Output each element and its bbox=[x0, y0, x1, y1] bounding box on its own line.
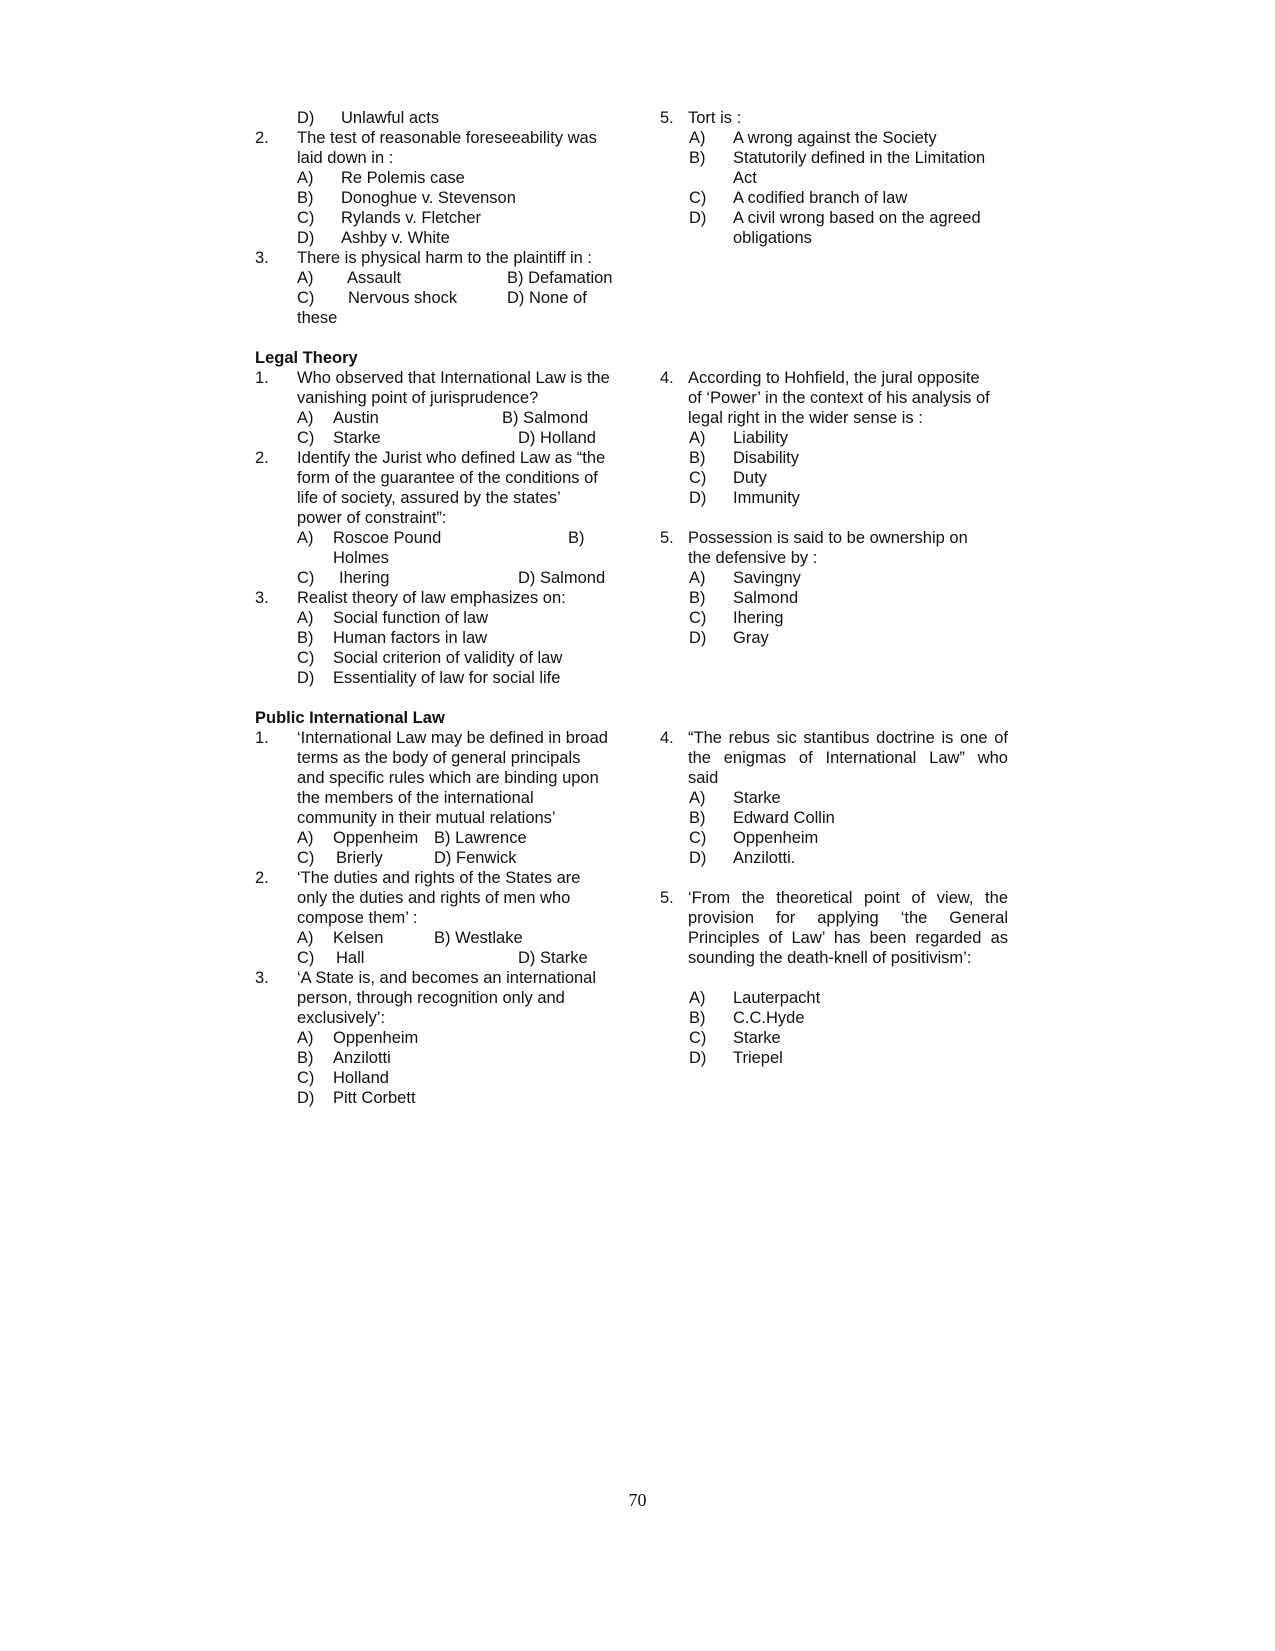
question-number: 1. bbox=[255, 729, 269, 747]
option-label: B) bbox=[568, 529, 585, 547]
option-label: A) bbox=[297, 609, 314, 627]
question-number: 1. bbox=[255, 369, 269, 387]
question-text-line: power of constraint”: bbox=[297, 509, 447, 527]
option-text: Gray bbox=[733, 629, 769, 647]
option-text: Triepel bbox=[733, 1049, 783, 1067]
question-legal-theory-5-options bbox=[689, 568, 989, 648]
question-number: 3. bbox=[255, 589, 269, 607]
option-label: C) bbox=[297, 209, 315, 227]
option-text: Ashby v. White bbox=[341, 229, 450, 247]
question-pil-4-options bbox=[689, 788, 989, 868]
question-text-line: community in their mutual relations’ bbox=[297, 809, 556, 827]
option-label: D) bbox=[297, 229, 315, 247]
option-text: Kelsen bbox=[333, 929, 384, 947]
question-legal-theory-1 bbox=[255, 368, 635, 408]
question-pil-5-options bbox=[689, 988, 989, 1068]
question-text-line: the enigmas of International Law” who bbox=[688, 749, 1008, 767]
option-text: Oppenheim bbox=[733, 829, 819, 847]
question-text-line: ‘A State is, and becomes an international bbox=[297, 969, 597, 987]
option-text: Social function of law bbox=[333, 609, 489, 627]
option-label: A) bbox=[689, 789, 706, 807]
option-text: Duty bbox=[733, 469, 767, 487]
option-label: C) bbox=[689, 829, 707, 847]
question-pil-2-options bbox=[297, 928, 637, 968]
option-text: D) Holland bbox=[518, 429, 596, 447]
option-label: C) bbox=[297, 649, 315, 667]
option-label: D) bbox=[689, 849, 707, 867]
question-number: 4. bbox=[660, 369, 674, 387]
option-text: Hall bbox=[336, 949, 365, 967]
question-text-line: laid down in : bbox=[297, 149, 394, 167]
question-legal-theory-4 bbox=[660, 368, 1020, 428]
question-pil-3-options bbox=[297, 1028, 617, 1108]
option-text: Starke bbox=[333, 429, 381, 447]
option-label: A) bbox=[297, 1029, 314, 1047]
option-label: C) bbox=[297, 429, 315, 447]
option-label: C) bbox=[297, 1069, 315, 1087]
question-text-line: “The rebus sic stantibus doctrine is one of bbox=[688, 729, 1008, 747]
question-text-line: the defensive by : bbox=[688, 549, 818, 567]
question-torts-2-options bbox=[297, 168, 597, 248]
option-text: Unlawful acts bbox=[341, 109, 440, 127]
option-text: A wrong against the Society bbox=[733, 129, 937, 147]
option-text: D) None of bbox=[507, 289, 587, 307]
option-label: A) bbox=[297, 529, 314, 547]
option-text: Brierly bbox=[336, 849, 383, 867]
option-label: A) bbox=[297, 269, 314, 287]
section-heading-public-international-law: Public International Law bbox=[255, 709, 445, 727]
question-text-line: terms as the body of general principals bbox=[297, 749, 581, 767]
option-label: A) bbox=[297, 829, 314, 847]
option-label: A) bbox=[297, 409, 314, 427]
question-legal-theory-2-options bbox=[297, 528, 637, 588]
question-text-line: Principles of Law’ has been regarded as bbox=[688, 929, 1008, 947]
question-number: 2. bbox=[255, 869, 269, 887]
option-label: C) bbox=[689, 1029, 707, 1047]
option-text: Pitt Corbett bbox=[333, 1089, 416, 1107]
option-label: C) bbox=[689, 469, 707, 487]
option-label: B) bbox=[689, 1009, 706, 1027]
question-torts-3 bbox=[255, 248, 635, 268]
option-label: D) bbox=[297, 669, 315, 687]
option-text: B) Salmond bbox=[502, 409, 589, 427]
option-text: Essentiality of law for social life bbox=[333, 669, 561, 687]
option-text: Starke bbox=[733, 789, 781, 807]
question-legal-theory-5 bbox=[660, 528, 1020, 568]
option-text: Holmes bbox=[333, 549, 389, 567]
question-torts-5 bbox=[660, 108, 1020, 128]
option-label: D) bbox=[689, 209, 707, 227]
option-text: Liability bbox=[733, 429, 789, 447]
option-text: Human factors in law bbox=[333, 629, 488, 647]
option-label: C) bbox=[297, 949, 315, 967]
question-text-line: legal right in the wider sense is : bbox=[688, 409, 923, 427]
question-legal-theory-1-options bbox=[297, 408, 637, 448]
question-number: 5. bbox=[660, 529, 674, 547]
option-label: D) bbox=[689, 629, 707, 647]
option-text: Lauterpacht bbox=[733, 989, 821, 1007]
question-text-line: compose them’ : bbox=[297, 909, 418, 927]
option-label: B) bbox=[689, 149, 706, 167]
question-text-line: the members of the international bbox=[297, 789, 534, 807]
question-pil-2 bbox=[255, 868, 635, 928]
question-legal-theory-4-options bbox=[689, 428, 989, 508]
option-label: B) bbox=[689, 809, 706, 827]
question-number: 3. bbox=[255, 249, 269, 267]
option-text: obligations bbox=[733, 229, 812, 247]
option-label: C) bbox=[689, 189, 707, 207]
question-text-line: exclusively’: bbox=[297, 1009, 386, 1027]
question-number: 2. bbox=[255, 129, 269, 147]
question-text-line: Realist theory of law emphasizes on: bbox=[297, 589, 566, 607]
question-text-line: person, through recognition only and bbox=[297, 989, 565, 1007]
page-number: 70 bbox=[628, 1490, 647, 1510]
option-text: Edward Collin bbox=[733, 809, 835, 827]
option-label: C) bbox=[297, 289, 315, 307]
option-label: C) bbox=[297, 569, 315, 587]
question-text-line: life of society, assured by the states’ bbox=[297, 489, 561, 507]
question-number: 4. bbox=[660, 729, 674, 747]
option-text: A codified branch of law bbox=[733, 189, 908, 207]
question-text-line: vanishing point of jurisprudence? bbox=[297, 389, 539, 407]
question-text-line: ‘The duties and rights of the States are bbox=[297, 869, 581, 887]
question-number: 5. bbox=[660, 889, 674, 907]
option-label: B) bbox=[297, 189, 314, 207]
option-text: Immunity bbox=[733, 489, 800, 507]
option-text: Social criterion of validity of law bbox=[333, 649, 563, 667]
option-text: these bbox=[297, 309, 338, 327]
question-pil-1 bbox=[255, 728, 635, 828]
question-torts-2 bbox=[255, 128, 635, 168]
option-text: D) Starke bbox=[518, 949, 588, 967]
question-text-line: Tort is : bbox=[688, 109, 742, 127]
question-number: 3. bbox=[255, 969, 269, 987]
option-label: C) bbox=[689, 609, 707, 627]
option-text: Act bbox=[733, 169, 757, 187]
option-text: D) Fenwick bbox=[434, 849, 517, 867]
option-text: B) Defamation bbox=[507, 269, 613, 287]
option-text: A civil wrong based on the agreed bbox=[733, 209, 981, 227]
question-text-line: only the duties and rights of men who bbox=[297, 889, 571, 907]
option-text: D) Salmond bbox=[518, 569, 606, 587]
option-text: Oppenheim bbox=[333, 829, 419, 847]
option-label: A) bbox=[689, 989, 706, 1007]
question-text-line: said bbox=[688, 769, 719, 787]
option-label: D) bbox=[297, 109, 315, 127]
question-pil-4 bbox=[660, 728, 1020, 788]
option-label: D) bbox=[689, 1049, 707, 1067]
question-text-line: of ‘Power’ in the context of his analysis of bbox=[688, 389, 990, 407]
option-text: Anzilotti. bbox=[733, 849, 796, 867]
option-text: Starke bbox=[733, 1029, 781, 1047]
question-text-line: form of the guarantee of the conditions of bbox=[297, 469, 598, 487]
question-legal-theory-3-options bbox=[297, 608, 617, 688]
option-text: Ihering bbox=[733, 609, 784, 627]
option-text: Statutorily defined in the Limitation bbox=[733, 149, 986, 167]
option-text: Salmond bbox=[733, 589, 799, 607]
option-text: Re Polemis case bbox=[341, 169, 465, 187]
question-legal-theory-2 bbox=[255, 448, 635, 528]
option-text: Ihering bbox=[339, 569, 390, 587]
question-text-line: Identify the Jurist who defined Law as “the bbox=[297, 449, 606, 467]
question-torts-3-options bbox=[297, 268, 637, 328]
question-text-line: Possession is said to be ownership on bbox=[688, 529, 968, 547]
question-text-line: ‘From the theoretical point of view, the bbox=[688, 889, 1008, 907]
option-text: Anzilotti bbox=[333, 1049, 391, 1067]
option-text: Roscoe Pound bbox=[333, 529, 442, 547]
question-pil-5 bbox=[660, 888, 1020, 968]
option-text: B) Lawrence bbox=[434, 829, 527, 847]
option-label: B) bbox=[297, 629, 314, 647]
option-text: Donoghue v. Stevenson bbox=[341, 189, 516, 207]
option-label: B) bbox=[689, 449, 706, 467]
question-pil-3 bbox=[255, 968, 635, 1028]
section-heading-legal-theory: Legal Theory bbox=[255, 349, 358, 367]
option-text: C.C.Hyde bbox=[733, 1009, 805, 1027]
option-label: C) bbox=[297, 849, 315, 867]
question-text-line: ‘International Law may be defined in broad bbox=[297, 729, 608, 747]
option-label: A) bbox=[689, 569, 706, 587]
option-label: A) bbox=[689, 129, 706, 147]
question-text-line: sounding the death-knell of positivism’: bbox=[688, 949, 972, 967]
question-legal-theory-3 bbox=[255, 588, 635, 608]
option-text: Holland bbox=[333, 1069, 389, 1087]
question-text-line: According to Hohfield, the jural opposite bbox=[688, 369, 980, 387]
prev-question-tail-option bbox=[297, 108, 597, 128]
option-label: D) bbox=[297, 1089, 315, 1107]
option-label: D) bbox=[689, 489, 707, 507]
question-text-line: The test of reasonable foreseeability was bbox=[297, 129, 597, 147]
question-number: 5. bbox=[660, 109, 674, 127]
option-label: A) bbox=[297, 929, 314, 947]
question-text-line: and specific rules which are binding upon bbox=[297, 769, 599, 787]
option-text: Oppenheim bbox=[333, 1029, 419, 1047]
option-text: B) Westlake bbox=[434, 929, 523, 947]
option-text: Nervous shock bbox=[348, 289, 458, 307]
option-label: B) bbox=[297, 1049, 314, 1067]
question-pil-1-options bbox=[297, 828, 637, 868]
option-text: Savingny bbox=[733, 569, 801, 587]
option-text: Assault bbox=[347, 269, 402, 287]
option-text: Rylands v. Fletcher bbox=[341, 209, 481, 227]
option-text: Austin bbox=[333, 409, 379, 427]
question-number: 2. bbox=[255, 449, 269, 467]
option-text: Disability bbox=[733, 449, 800, 467]
option-label: B) bbox=[689, 589, 706, 607]
question-text-line: Who observed that International Law is the bbox=[297, 369, 610, 387]
question-torts-5-options bbox=[689, 128, 1029, 248]
option-label: A) bbox=[689, 429, 706, 447]
question-text-line: There is physical harm to the plaintiff in : bbox=[297, 249, 593, 267]
option-label: A) bbox=[297, 169, 314, 187]
question-text-line: provision for applying ‘the General bbox=[688, 909, 1008, 927]
